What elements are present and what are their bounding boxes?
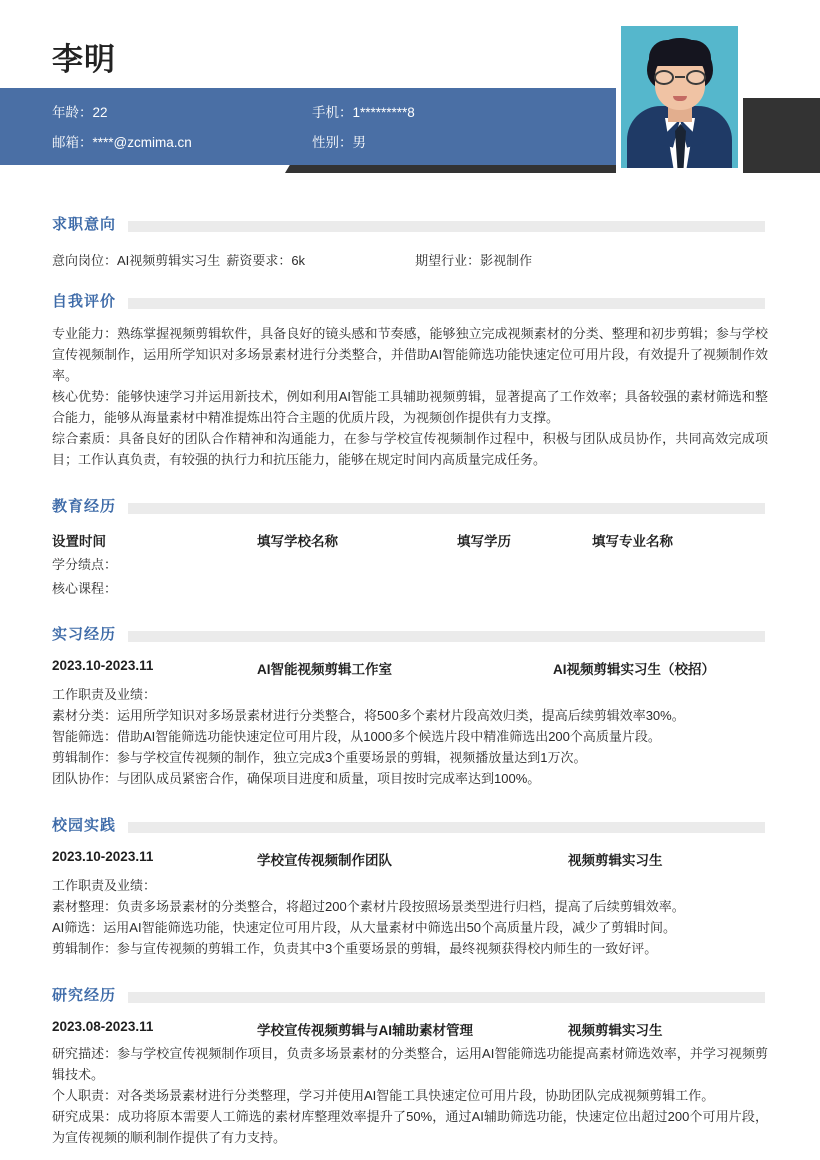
contact-row <box>0 131 640 151</box>
campus-items <box>52 896 768 959</box>
intent-industry-value: 影视制作 <box>480 253 533 268</box>
campus-item: 素材整理：负责多场景素材的分类整合，将超过200个素材片段按照场景类型进行归档，提高了后续剪辑效率。 <box>52 899 685 914</box>
section-header-self-eval <box>52 287 820 313</box>
education-courses: 核心课程： <box>52 581 118 596</box>
intent-position <box>52 250 220 269</box>
intent-industry-label: 期望行业： <box>415 253 481 268</box>
research-item: 个人职责：对各类场景素材进行分类整理，学习并使用AI智能工具快速定位可用片段，协助团队完成视频剪辑工作。 <box>52 1088 715 1103</box>
glasses-icon <box>654 70 706 85</box>
contact-phone <box>312 101 415 121</box>
contact-email-value: ****@zcmima.cn <box>92 135 192 150</box>
contact-gender-label: 性别： <box>312 135 353 150</box>
section-rule <box>128 221 765 232</box>
research-item: 研究成果：成功将原本需要人工筛选的素材库整理效率提升了50%，通过AI辅助筛选功能，快速定位出超过200个可用片段，为宣传视频的顺利制作提供了有力支持。 <box>52 1109 768 1145</box>
research-date: 2023.08-2023.11 <box>52 1019 154 1034</box>
intent-industry <box>415 250 532 269</box>
internship-entry-header <box>52 658 768 678</box>
internship-items <box>52 705 768 789</box>
contact-gender <box>312 131 366 151</box>
campus-item: 剪辑制作：参与宣传视频的剪辑工作，负责其中3个重要场景的剪辑，最终视频获得校内师生的一致好评。 <box>52 941 658 956</box>
section-title-self-eval: 自我评价 <box>52 292 117 310</box>
contact-age-label: 年龄： <box>52 105 93 120</box>
section-title-education: 教育经历 <box>52 497 117 515</box>
education-col-time: 设置时间 <box>52 534 106 549</box>
section-header-education <box>52 492 820 518</box>
section-title-intent: 求职意向 <box>52 215 117 233</box>
resume-header <box>0 0 820 200</box>
education-col-major: 填写专业名称 <box>592 534 673 549</box>
self-eval-paragraph: 核心优势：能够快速学习并运用新技术，例如利用AI智能工具辅助视频剪辑，显著提高了工作效率；具备较强的素材筛选和整合能力，能够从海量素材中精准提炼出符合主题的优质片段，为视频创作提供有力支撑。 <box>52 389 768 425</box>
contact-email-label: 邮箱： <box>52 135 93 150</box>
education-gpa: 学分绩点： <box>52 557 118 572</box>
candidate-name: 李明 <box>52 42 116 77</box>
intent-position-label: 意向岗位： <box>52 253 118 268</box>
section-rule <box>128 298 765 309</box>
section-rule <box>128 992 765 1003</box>
education-col-degree: 填写学历 <box>457 534 511 549</box>
campus-item: AI筛选：运用AI智能筛选功能，快速定位可用片段，从大量素材中筛选出50个高质量片段，减少了剪辑时间。 <box>52 920 677 935</box>
campus-role: 视频剪辑实习生 <box>568 853 663 868</box>
internship-item: 团队协作：与团队成员紧密合作，确保项目进度和质量，项目按时完成率达到100%。 <box>52 771 541 786</box>
education-col-school: 填写学校名称 <box>257 534 338 549</box>
internship-item: 剪辑制作：参与学校宣传视频的制作，独立完成3个重要场景的剪辑，视频播放量达到1万次。 <box>52 750 587 765</box>
internship-subtitle: 工作职责及业绩： <box>52 687 157 702</box>
research-org: 学校宣传视频剪辑与AI辅助素材管理 <box>257 1023 473 1038</box>
campus-entry-header <box>52 849 768 869</box>
contact-info <box>0 88 640 165</box>
self-eval-paragraph: 综合素质：具备良好的团队合作精神和沟通能力，在参与学校宣传视频制作过程中，积极与团队成员协作，共同高效完成项目；工作认真负责，有较强的执行力和抗压能力，能够在规定时间内高质量完成任务。 <box>52 431 768 467</box>
section-title-internship: 实习经历 <box>52 625 117 643</box>
section-rule <box>128 822 765 833</box>
intent-position-value: AI视频剪辑实习生 <box>117 253 221 268</box>
section-header-campus <box>52 811 820 837</box>
section-rule <box>128 631 765 642</box>
internship-org: AI智能视频剪辑工作室 <box>257 662 392 677</box>
contact-phone-label: 手机： <box>312 105 353 120</box>
internship-date: 2023.10-2023.11 <box>52 658 154 673</box>
profile-photo-image <box>621 26 738 168</box>
intent-salary-value: 6k <box>291 253 306 268</box>
campus-date: 2023.10-2023.11 <box>52 849 154 864</box>
research-role: 视频剪辑实习生 <box>568 1023 663 1038</box>
contact-gender-value: 男 <box>352 135 366 150</box>
section-title-research: 研究经历 <box>52 986 117 1004</box>
self-eval-body <box>52 323 768 470</box>
internship-item: 智能筛选：借助AI智能筛选功能快速定位可用片段，从1000多个候选片段中精准筛选出200个高质量片段。 <box>52 729 661 744</box>
section-header-research <box>52 981 820 1007</box>
internship-role: AI视频剪辑实习生（校招） <box>553 662 715 677</box>
section-rule <box>128 503 765 514</box>
contact-phone-value: 1*********8 <box>352 105 415 120</box>
campus-org: 学校宣传视频制作团队 <box>257 853 392 868</box>
internship-item: 素材分类：运用所学知识对多场景素材进行分类整合，将500多个素材片段高效归类，提高后续剪辑效率30%。 <box>52 708 685 723</box>
section-title-campus: 校园实践 <box>52 816 117 834</box>
intent-line <box>52 250 768 269</box>
intent-salary-label: 薪资要求： <box>226 253 292 268</box>
self-eval-paragraph: 专业能力：熟练掌握视频剪辑软件，具备良好的镜头感和节奏感，能够独立完成视频素材的分类、整理和初步剪辑；参与学校宣传视频制作，运用所学知识对多场景素材进行分类整合，并借助AI智能筛选功能快速定位可用片段，有效提升了视频制作效率。 <box>52 326 768 383</box>
contact-email <box>52 131 312 151</box>
education-table-row <box>52 530 768 550</box>
contact-age-value: 22 <box>92 105 108 120</box>
research-items <box>52 1043 768 1148</box>
intent-salary <box>226 250 305 269</box>
campus-subtitle: 工作职责及业绩： <box>52 878 157 893</box>
section-header-intent <box>52 210 820 236</box>
research-item: 研究描述：参与学校宣传视频制作项目，负责多场景素材的分类整合，运用AI智能筛选功能提高素材筛选效率，并学习视频剪辑技术。 <box>52 1046 768 1082</box>
contact-age <box>52 101 312 121</box>
contact-row <box>0 101 640 121</box>
profile-photo <box>616 21 743 173</box>
section-header-internship <box>52 620 820 646</box>
research-entry-header <box>52 1019 768 1039</box>
